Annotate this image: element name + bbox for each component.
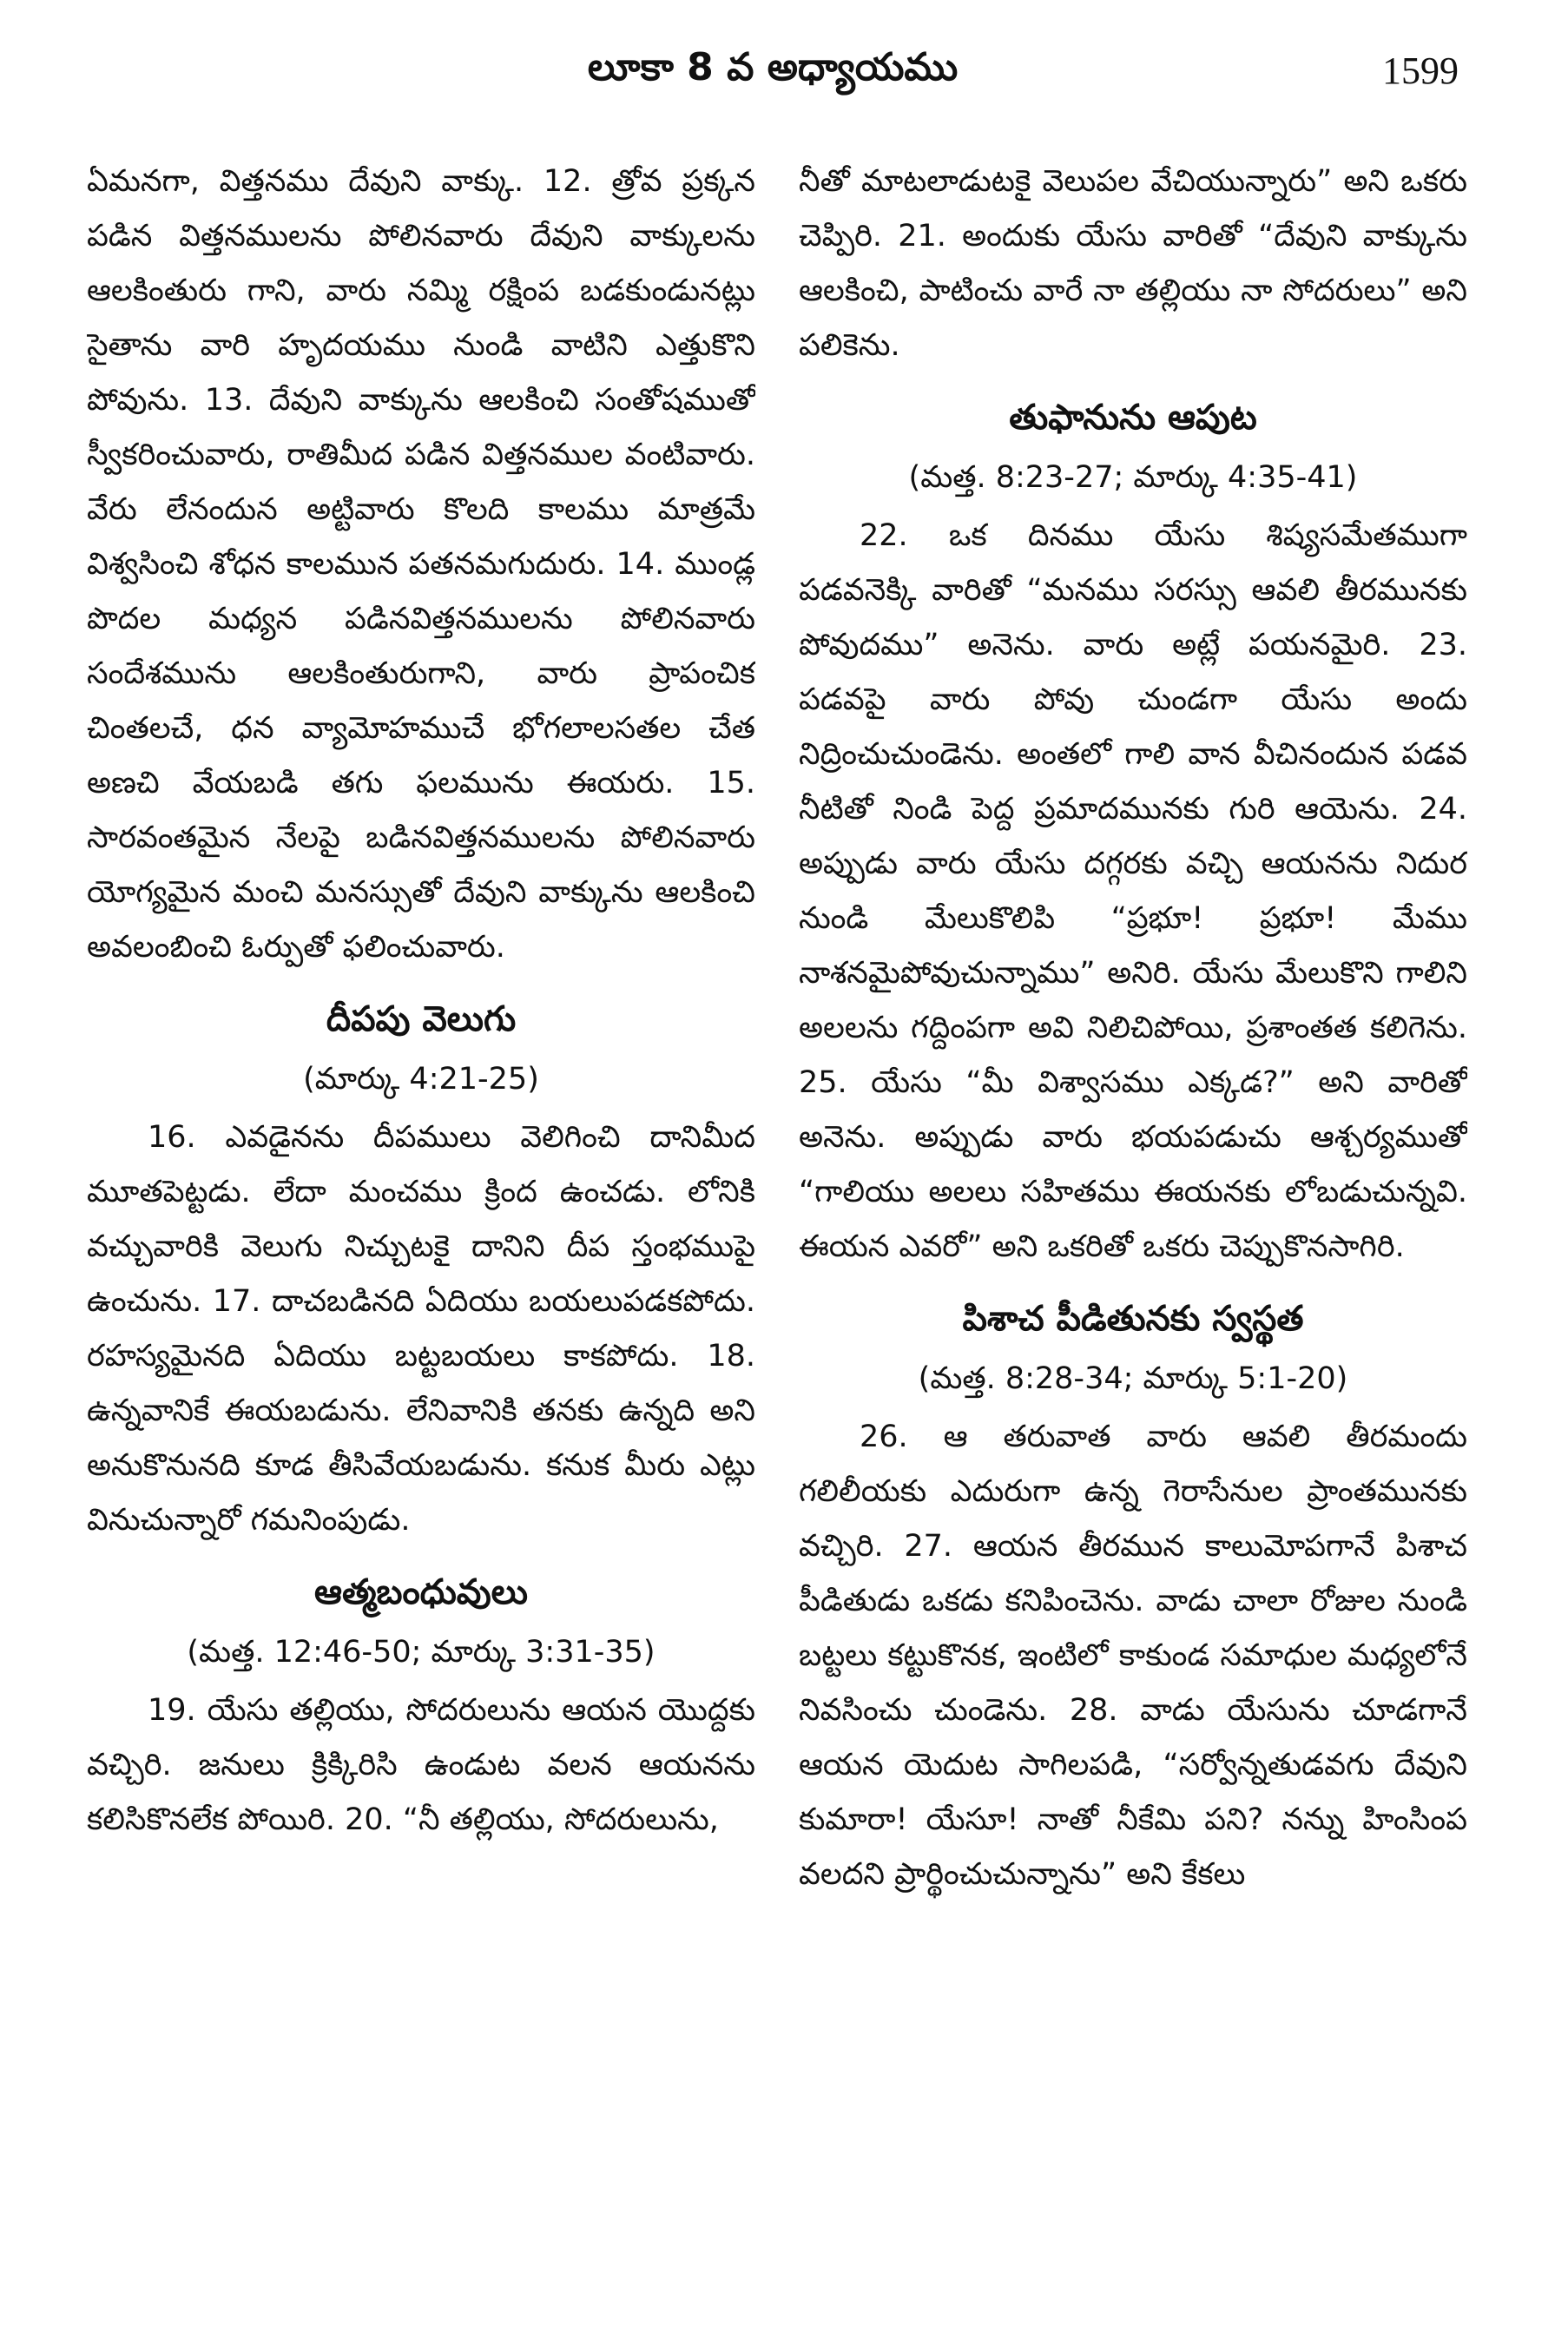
cross-reference: (మత్త. 8:23-27; మార్కు 4:35-41) xyxy=(908,460,1358,495)
paragraph: 22. ఒక దినము యేసు శిష్యసమేతముగా పడవనెక్కి వారితో “మనము సరస్సు ఆవలి తీరమునకు పోవుదము” అనెను. వారు అట్లే పయనమైరి. 23. పడవపై వారు పోవు చుండగా యేసు అందు నిద్రించుచుండెను. అంతలో గాలి వాన వీచినందున పడవ నీటితో నిండి పెద్ద ప్రమాదమునకు గురి ఆయెను. 24. అప్పుడు వారు యేసు దగ్గరకు వచ్చి ఆయనను నిదుర నుండి మేలుకొలిపి “ప్రభూ! ప్రభూ! మేము నాశనమైపోవుచున్నాము” అనిరి. యేసు మేలుకొని గాలిని అలలను గద్దింపగా అవి నిలిచిపోయి, ప్రశాంతత కలిగెను. 25. యేసు “మీ విశ్వాసము ఎక్కడ?” అని వారితో అనెను. అప్పుడు వారు భయపడుచు ఆశ్చర్యముతో “గాలియు అలలు సహితము ఈయనకు లోబడుచున్నవి. ఈయన ఎవరో” అని ఒకరితో ఒకరు చెప్పుకొనసాగిరి. xyxy=(799,518,1467,1264)
section-heading: ఆత్మబంధువులు xyxy=(314,1572,528,1612)
right-column xyxy=(799,155,1467,2334)
page-header xyxy=(87,33,1459,120)
paragraph: ఏమనగా, విత్తనము దేవుని వాక్కు. 12. త్రోవ ప్రక్కన పడిన విత్తనములను పోలినవారు దేవుని వాక్కులను ఆలకింతురు గాని, వారు నమ్మి రక్షింప బడకుండునట్లు సైతాను వారి హృదయము నుండి వాటిని ఎత్తుకొని పోవును. 13. దేవుని వాక్కును ఆలకించి సంతోషముతో స్వీకరించువారు, రాతిమీద పడిన విత్తనముల వంటివారు. వేరు లేనందున అట్టివారు కొలది కాలము మాత్రమే విశ్వసించి శోధన కాలమున పతనమగుదురు. 14. ముండ్ల పొదల మధ్యన పడినవిత్తనములను పోలినవారు సందేశమును ఆలకింతురుగాని, వారు ప్రాపంచిక చింతలచే, ధన వ్యామోహముచే భోగలాలసతల చేత అణచి వేయబడి తగు ఫలమును ఈయరు. 15. సారవంతమైన నేలపై బడినవిత్తనములను పోలినవారు యోగ్యమైన మంచి మనస్సుతో దేవుని వాక్కును ఆలకించి అవలంబించి ఓర్పుతో ఫలించువారు. xyxy=(87,164,755,965)
section-heading: పిశాచ పీడితునకు స్వస్థత xyxy=(962,1299,1304,1339)
section-heading: దీపపు వెలుగు xyxy=(326,999,517,1039)
paragraph: 26. ఆ తరువాత వారు ఆవలి తీరమందు గలిలీయకు ఎదురుగా ఉన్న గెరాసేనుల ప్రాంతమునకు వచ్చిరి. 27. ఆయన తీరమున కాలుమోపగానే పిశాచ పీడితుడు ఒకడు కనిపించెను. వాడు చాలా రోజుల నుండి బట్టలు కట్టుకొనక, ఇంటిలో కాకుండ సమాధుల మధ్యలోనే నివసించు చుండెను. 28. వాడు యేసును చూడగానే ఆయన యెదుట సాగిలపడి, “సర్వోన్నతుడవగు దేవుని కుమారా! యేసూ! నాతో నీకేమి పని? నన్ను హింసింప వలదని ప్రార్థించుచున్నాను” అని కేకలు xyxy=(799,1420,1467,1892)
paragraph: 19. యేసు తల్లియు, సోదరులును ఆయన యొద్దకు వచ్చిరి. జనులు క్రిక్కిరిసి ఉండుట వలన ఆయనను కలిసికొనలేక పోయిరి. 20. “నీ తల్లియు, సోదరులును, xyxy=(87,1693,755,1837)
section-heading: తుఫానును ఆపుట xyxy=(1009,398,1257,438)
cross-reference: (మత్త. 12:46-50; మార్కు 3:31-35) xyxy=(187,1635,656,1670)
cross-reference: (మార్కు 4:21-25) xyxy=(303,1062,539,1097)
paragraph: 16. ఎవడైనను దీపములు వెలిగించి దానిమీద మూతపెట్టడు. లేదా మంచము క్రింద ఉంచడు. లోనికి వచ్చువారికి వెలుగు నిచ్చుటకై దానిని దీప స్తంభముపై ఉంచును. 17. దాచబడినది ఏదియు బయలుపడకపోదు. రహస్యమైనది ఏదియు బట్టబయలు కాకపోదు. 18. ఉన్నవానికే ఈయబడును. లేనివానికి తనకు ఉన్నది అని అనుకొనునది కూడ తీసివేయబడును. కనుక మీరు ఎట్లు వినుచున్నారో గమనింపుడు. xyxy=(87,1120,755,1538)
paragraph: నీతో మాటలాడుటకై వెలుపల వేచియున్నారు” అని ఒకరు చెప్పిరి. 21. అందుకు యేసు వారితో “దేవుని వాక్కును ఆలకించి, పాటించు వారే నా తల్లియు నా సోదరులు” అని పలికెను. xyxy=(799,164,1467,363)
page-number: 1599 xyxy=(1382,49,1459,92)
cross-reference: (మత్త. 8:28-34; మార్కు 5:1-20) xyxy=(918,1361,1348,1396)
left-column xyxy=(87,155,755,2334)
chapter-title: లూకా 8 వ అధ్యాయము xyxy=(587,45,959,89)
